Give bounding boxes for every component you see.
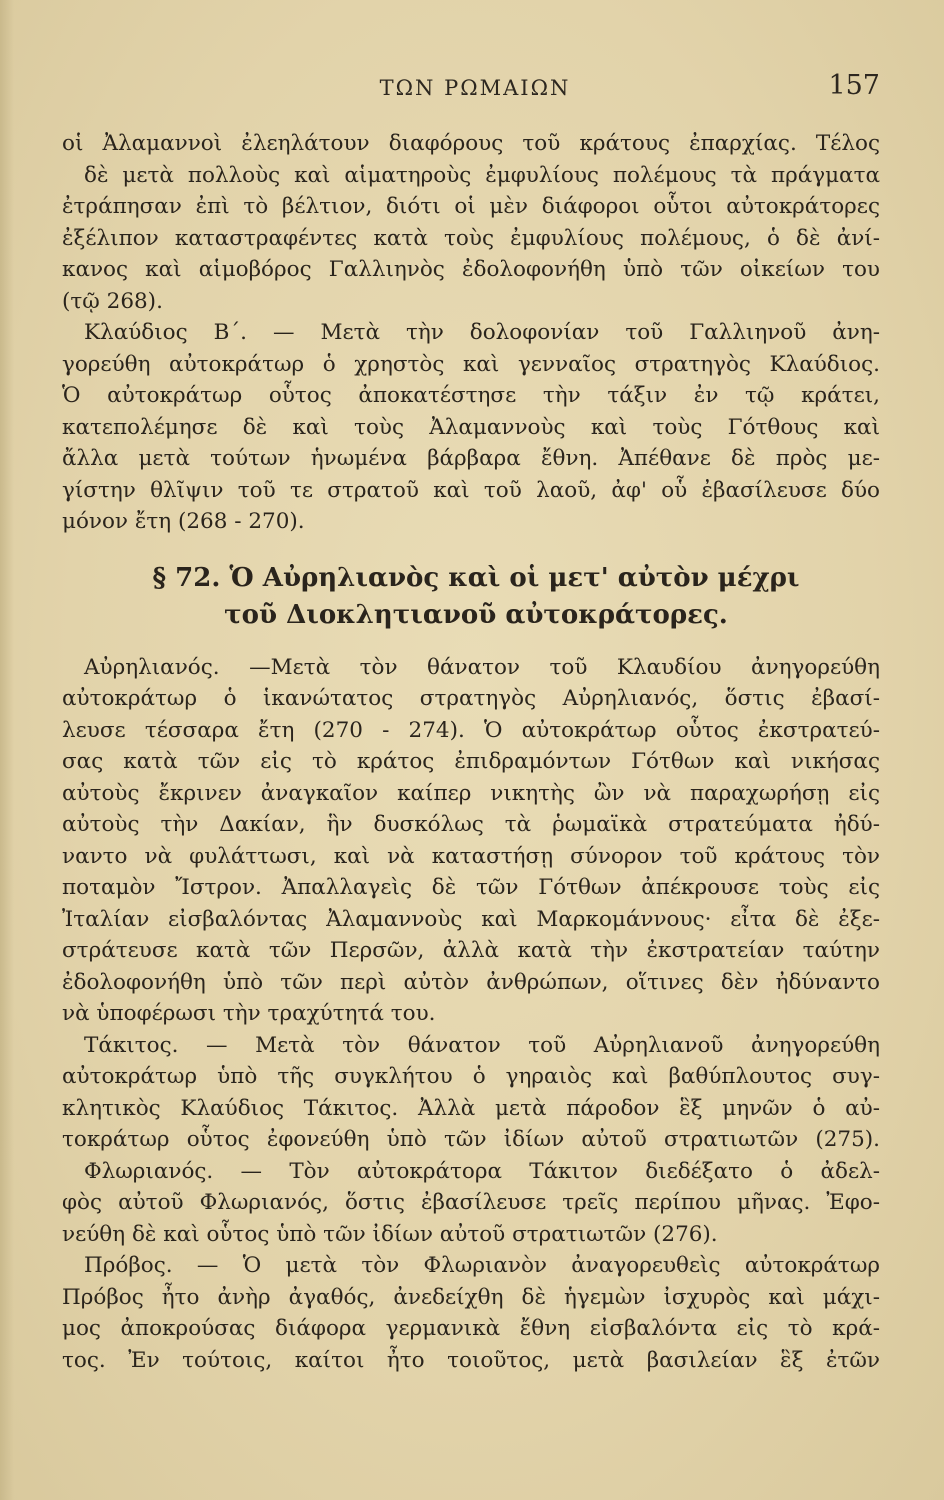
text-line: αὐτοκράτωρ ὑπὸ τῆς συγκλήτου ὁ γηραιὸς καὶ βαθύπλουτος συγ- [62,1064,880,1089]
text-line: ἐξέλιπον καταστραφέντες κατὰ τοὺς ἐμφυλίους πολέμους, ὁ δὲ ἀνί- [62,225,880,251]
paragraph-probus [62,1250,880,1376]
page-number: 157 [828,70,880,101]
section-heading-line: τοῦ Διοκλητιανοῦ αὐτοκράτορες. [224,599,728,630]
page-header [70,70,880,110]
text-line: τος. Ἐν τούτοις, καίτοι ἦτο τοιοῦτος, μετὰ βασιλείαν ἓξ ἐτῶν [62,1347,880,1373]
paragraph-opening [62,128,880,317]
running-head: ΤΩΝ ΡΩΜΑΙΩΝ [379,76,571,100]
paragraph-tacitus [62,1030,880,1156]
text-line: (τῷ 268). [62,288,163,314]
text-line: νὰ ὑποφέρωσι τὴν τραχύτητά του. [62,1001,436,1026]
text-line: μόνον ἔτη (268 - 270). [62,509,305,534]
text-line: Κλαύδιος Β΄. — Μετὰ τὴν δολοφονίαν τοῦ Γαλλιηνοῦ ἀνη- [84,320,880,345]
page-body [62,128,880,1376]
text-line: αὐτοκράτωρ ὁ ἱκανώτατος στρατηγὸς Αὐρηλιανός, ὅστις ἐβασί- [62,686,880,711]
text-line: τοκράτωρ οὗτος ἐφονεύθη ὑπὸ τῶν ἰδίων αὐτοῦ στρατιωτῶν (275). [62,1127,880,1152]
text-line: μος ἀποκρούσας διάφορα γερμανικὰ ἔθνη εἰσβαλόντα εἰς τὸ κρά- [62,1316,880,1341]
text-line: οἱ Ἀλαμαννοὶ ἐλεηλάτουν διαφόρους τοῦ κράτους ἐπαρχίας. Τέλος [62,131,880,156]
text-line: γορεύθη αὐτοκράτωρ ὁ χρηστὸς καὶ γενναῖος στρατηγὸς Κλαύδιος. [62,351,880,377]
text-line: Φλωριανός. — Τὸν αὐτοκράτορα Τάκιτον διεδέξατο ὁ ἀδελ- [84,1158,880,1184]
text-line: κλητικὸς Κλαύδιος Τάκιτος. Ἀλλὰ μετὰ πάροδον ἓξ μηνῶν ὁ αὐ- [62,1095,880,1121]
text-line: σας κατὰ τῶν εἰς τὸ κράτος ἐπιδραμόντων Γότθων καὶ νικήσας [62,749,880,774]
text-line: Πρόβος ἦτο ἀνὴρ ἀγαθός, ἀνεδείχθη δὲ ἡγεμὼν ἰσχυρὸς καὶ μάχι- [62,1284,880,1310]
text-line: δὲ μετὰ πολλοὺς καὶ αἱματηροὺς ἐμφυλίους πολέμους τὰ πράγματα [84,162,880,188]
text-line: Ὁ αὐτοκράτωρ οὗτος ἀποκατέστησε τὴν τάξιν ἐν τῷ κράτει, [62,383,880,408]
text-line: Τάκιτος. — Μετὰ τὸν θάνατον τοῦ Αὐρηλιανοῦ ἀνηγορεύθη [84,1032,880,1058]
text-line: γίστην θλῖψιν τοῦ τε στρατοῦ καὶ τοῦ λαοῦ, ἀφ' οὗ ἐβασίλευσε δύο [62,477,880,503]
paragraph-aurelian [62,652,880,1030]
text-line: ἄλλα μετὰ τούτων ἡνωμένα βάρβαρα ἔθνη. Ἀπέθανε δὲ πρὸς με- [62,446,880,471]
text-line: στράτευσε κατὰ τῶν Περσῶν, ἀλλὰ κατὰ τὴν ἐκστρατείαν ταύτην [62,938,880,963]
text-line: ἐτράπησαν ἐπὶ τὸ βέλτιον, διότι οἱ μὲν διάφοροι οὗτοι αὐτοκράτορες [62,194,880,219]
text-line: λευσε τέσσαρα ἔτη (270 - 274). Ὁ αὐτοκράτωρ οὗτος ἐκστρατεύ- [62,717,880,743]
paragraph-florianus [62,1156,880,1251]
text-line: ποταμὸν Ἴστρον. Ἀπαλλαγεὶς δὲ τῶν Γότθων ἀπέκρουσε τοὺς εἰς [62,875,880,900]
section-heading [62,560,880,634]
text-line: ναντο νὰ φυλάττωσι, καὶ νὰ καταστήσῃ σύνορον τοῦ κράτους τὸν [62,843,880,869]
section-heading-line: § 72. Ὁ Αὐρηλιανὸς καὶ οἱ μετ' αὐτὸν μέχρι [152,562,800,593]
text-line: φὸς αὐτοῦ Φλωριανός, ὅστις ἐβασίλευσε τρεῖς περίπου μῆνας. Ἐφο- [62,1190,880,1215]
text-line: νεύθη δὲ καὶ οὗτος ὑπὸ τῶν ἰδίων αὐτοῦ στρατιωτῶν (276). [62,1221,718,1247]
paragraph-claudius [62,317,880,538]
text-line: κατεπολέμησε δὲ καὶ τοὺς Ἀλαμαννοὺς καὶ τοὺς Γότθους καὶ [62,414,880,440]
text-line: ἐδολοφονήθη ὑπὸ τῶν περὶ αὐτὸν ἀνθρώπων, οἵτινες δὲν ἠδύναντο [62,969,880,995]
text-line: αὐτοὺς ἔκρινεν ἀναγκαῖον καίπερ νικητὴς ὢν νὰ παραχωρήσῃ εἰς [62,780,880,806]
text-line: αὐτοὺς τὴν Δακίαν, ἣν δυσκόλως τὰ ῥωμαϊκὰ στρατεύματα ἠδύ- [62,812,880,837]
text-line: Αὐρηλιανός. —Μετὰ τὸν θάνατον τοῦ Κλαυδίου ἀνηγορεύθη [84,654,880,680]
text-line: Πρόβος. — Ὁ μετὰ τὸν Φλωριανὸν ἀναγορευθεὶς αὐτοκράτωρ [84,1253,880,1278]
text-line: Ἰταλίαν εἰσβαλόντας Ἀλαμαννοὺς καὶ Μαρκομάννους· εἶτα δὲ ἐξε- [62,906,880,932]
text-line: κανος καὶ αἱμοβόρος Γαλλιηνὸς ἐδολοφονήθη ὑπὸ τῶν οἰκείων του [62,257,880,282]
